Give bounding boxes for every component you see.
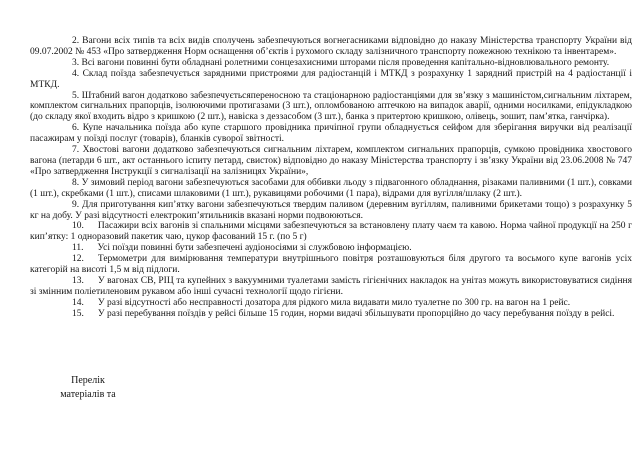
paragraph bbox=[30, 276, 632, 298]
paragraph-text: Хвостові вагони додатково забезпечуються сигнальним ліхтарем, комплектом сигнальних прапорців, сумкою провідника хвостового вагона (петарди 6 шт., акт останнього іспиту петард, свисток) відповідно до наказу Міністерства транспорту і зв’язку України від 23.06.2008 № 747 «Про затвердження Інструкції з сигналізації на залізницях України», bbox=[30, 145, 632, 177]
paragraph-text: Усі поїзди повинні бути забезпечені аудіоносіями зі службовою інформацією. bbox=[97, 243, 412, 254]
paragraph-text: Штабний вагон додатково забезпечуєтьсяпереносною та стаціонарною радіостанціями для зв’язку з машиністом,сигнальним ліхтарем, комплектом сигнальних прапорців, ізолюючими протигазами (3 шт.), опломбованою аптечкою на випадок аварії, одними носилками, епідукладкою (до складу якої входить відро з кришкою (2 шт.), навіска з деззасобом (3 шт.), банка з притертою кришкою, олівець, зошит, пам’ятка, ганчірка). bbox=[30, 90, 632, 123]
paragraph bbox=[30, 69, 632, 91]
paragraph bbox=[30, 298, 632, 309]
paragraph-number: 11. bbox=[72, 243, 84, 254]
paragraph-number: 15. bbox=[72, 308, 84, 319]
paragraph-text: У разі відсутності або несправності дозатора для рідкого мила видавати мило туалетне по 300 гр. на вагон на 1 рейс. bbox=[97, 297, 571, 308]
paragraph-number: 12. bbox=[72, 254, 84, 265]
paragraph-text: Склад поїзда забезпечується зарядними пристроями для радіостанцій і МТКД з розрахунку 1 зарядний пристрій на 4 радіостанції і МТКД. bbox=[30, 68, 632, 90]
paragraph bbox=[30, 36, 632, 58]
paragraph bbox=[30, 178, 632, 200]
paragraph-text: У разі перебування поїздів у рейсі більше 15 годин, норми видачі збільшувати пропорційно до часу перебування поїзду в рейсі. bbox=[97, 308, 615, 319]
paragraph-number: 13. bbox=[72, 275, 84, 286]
paragraph-number: 3. bbox=[72, 57, 80, 68]
table-caption bbox=[38, 374, 138, 402]
paragraph-text: У зимовий період вагони забезпечуються засобами для оббивки льоду з підвагонного обладнання, різаками паливними (1 шт.), совками (1 шт.), скребками (1 шт.), списами шлаковими (1 шт.), рукавицями робочими (1 пара), відрами для вугілля/шлаку (2 шт.). bbox=[30, 177, 632, 199]
paragraph-text: Купе начальника поїзда або купе старшого провідника причіпної групи обладнується сейфом для зберігання виручки від реалізації пасажирам у поїзді послуг (товарів), бланків суворої звітності. bbox=[30, 123, 632, 145]
paragraph-number: 9. bbox=[72, 199, 80, 210]
table-caption-line-2: матеріалів та bbox=[60, 389, 116, 400]
paragraph-number: 6. bbox=[72, 123, 80, 134]
paragraph bbox=[30, 91, 632, 124]
document-body bbox=[30, 36, 632, 320]
paragraph-number: 10. bbox=[72, 221, 84, 232]
paragraph-number: 7. bbox=[72, 145, 80, 156]
paragraph-number: 2. bbox=[72, 36, 80, 46]
paragraph-number: 8. bbox=[72, 177, 80, 188]
paragraph bbox=[30, 221, 632, 243]
paragraph bbox=[30, 123, 632, 145]
paragraph-text: Термометри для вимірювання температури внутрішнього повітря розташовуються біля другого та восьмого купе вагонів усіх категорій на висоті 1,5 м від підлоги. bbox=[30, 254, 632, 276]
paragraph-text: Пасажири всіх вагонів зі спальними місцями забезпечуються за встановлену плату чаєм та кавою. Норма чайної продукції на 250 г кип’ятку: 1 одноразовий пакетик чаю, цукор фасований 15 г. (по 5 г) bbox=[30, 221, 632, 243]
paragraph-text: Вагони всіх типів та всіх видів сполучень забезпечуються вогнегасниками відповідно до наказу Міністерства транспорту України від 09.07.2002 № 453 «Про затвердження Норм оснащення об’єктів і рухомого складу залізничного транспорту пожежною технікою та інвентарем». bbox=[30, 36, 632, 57]
paragraph bbox=[30, 200, 632, 222]
paragraph-number: 14. bbox=[72, 297, 84, 308]
paragraph-text: Для приготування кип’ятку вагони забезпечуються твердим паливом (деревним вугіллям, паливними брикетами тощо) з розрахунку 5 кг на добу. У разі відсутності електрокип’ятильників вказані норми подвоюються. bbox=[30, 199, 632, 221]
paragraph bbox=[30, 58, 632, 69]
paragraph bbox=[30, 309, 632, 320]
table-caption-line-1: Перелік bbox=[71, 375, 105, 386]
paragraph-text: У вагонах СВ, РІЦ та купейних з вакуумними туалетами замість гігієнічних накладок на унітаз можуть використовуватися сидіння зі змінним поліетиленовим рукавом або інші сучасні технології щодо гігієни. bbox=[30, 275, 632, 297]
paragraph-number: 4. bbox=[72, 68, 80, 79]
paragraph-number: 5. bbox=[72, 90, 80, 101]
paragraph bbox=[30, 145, 632, 178]
paragraph bbox=[30, 243, 632, 254]
paragraph bbox=[30, 254, 632, 276]
paragraph-text: Всі вагони повинні бути обладнані ролетними сонцезахисними шторами після проведення капітально-відновлювального ремонту. bbox=[79, 57, 610, 68]
